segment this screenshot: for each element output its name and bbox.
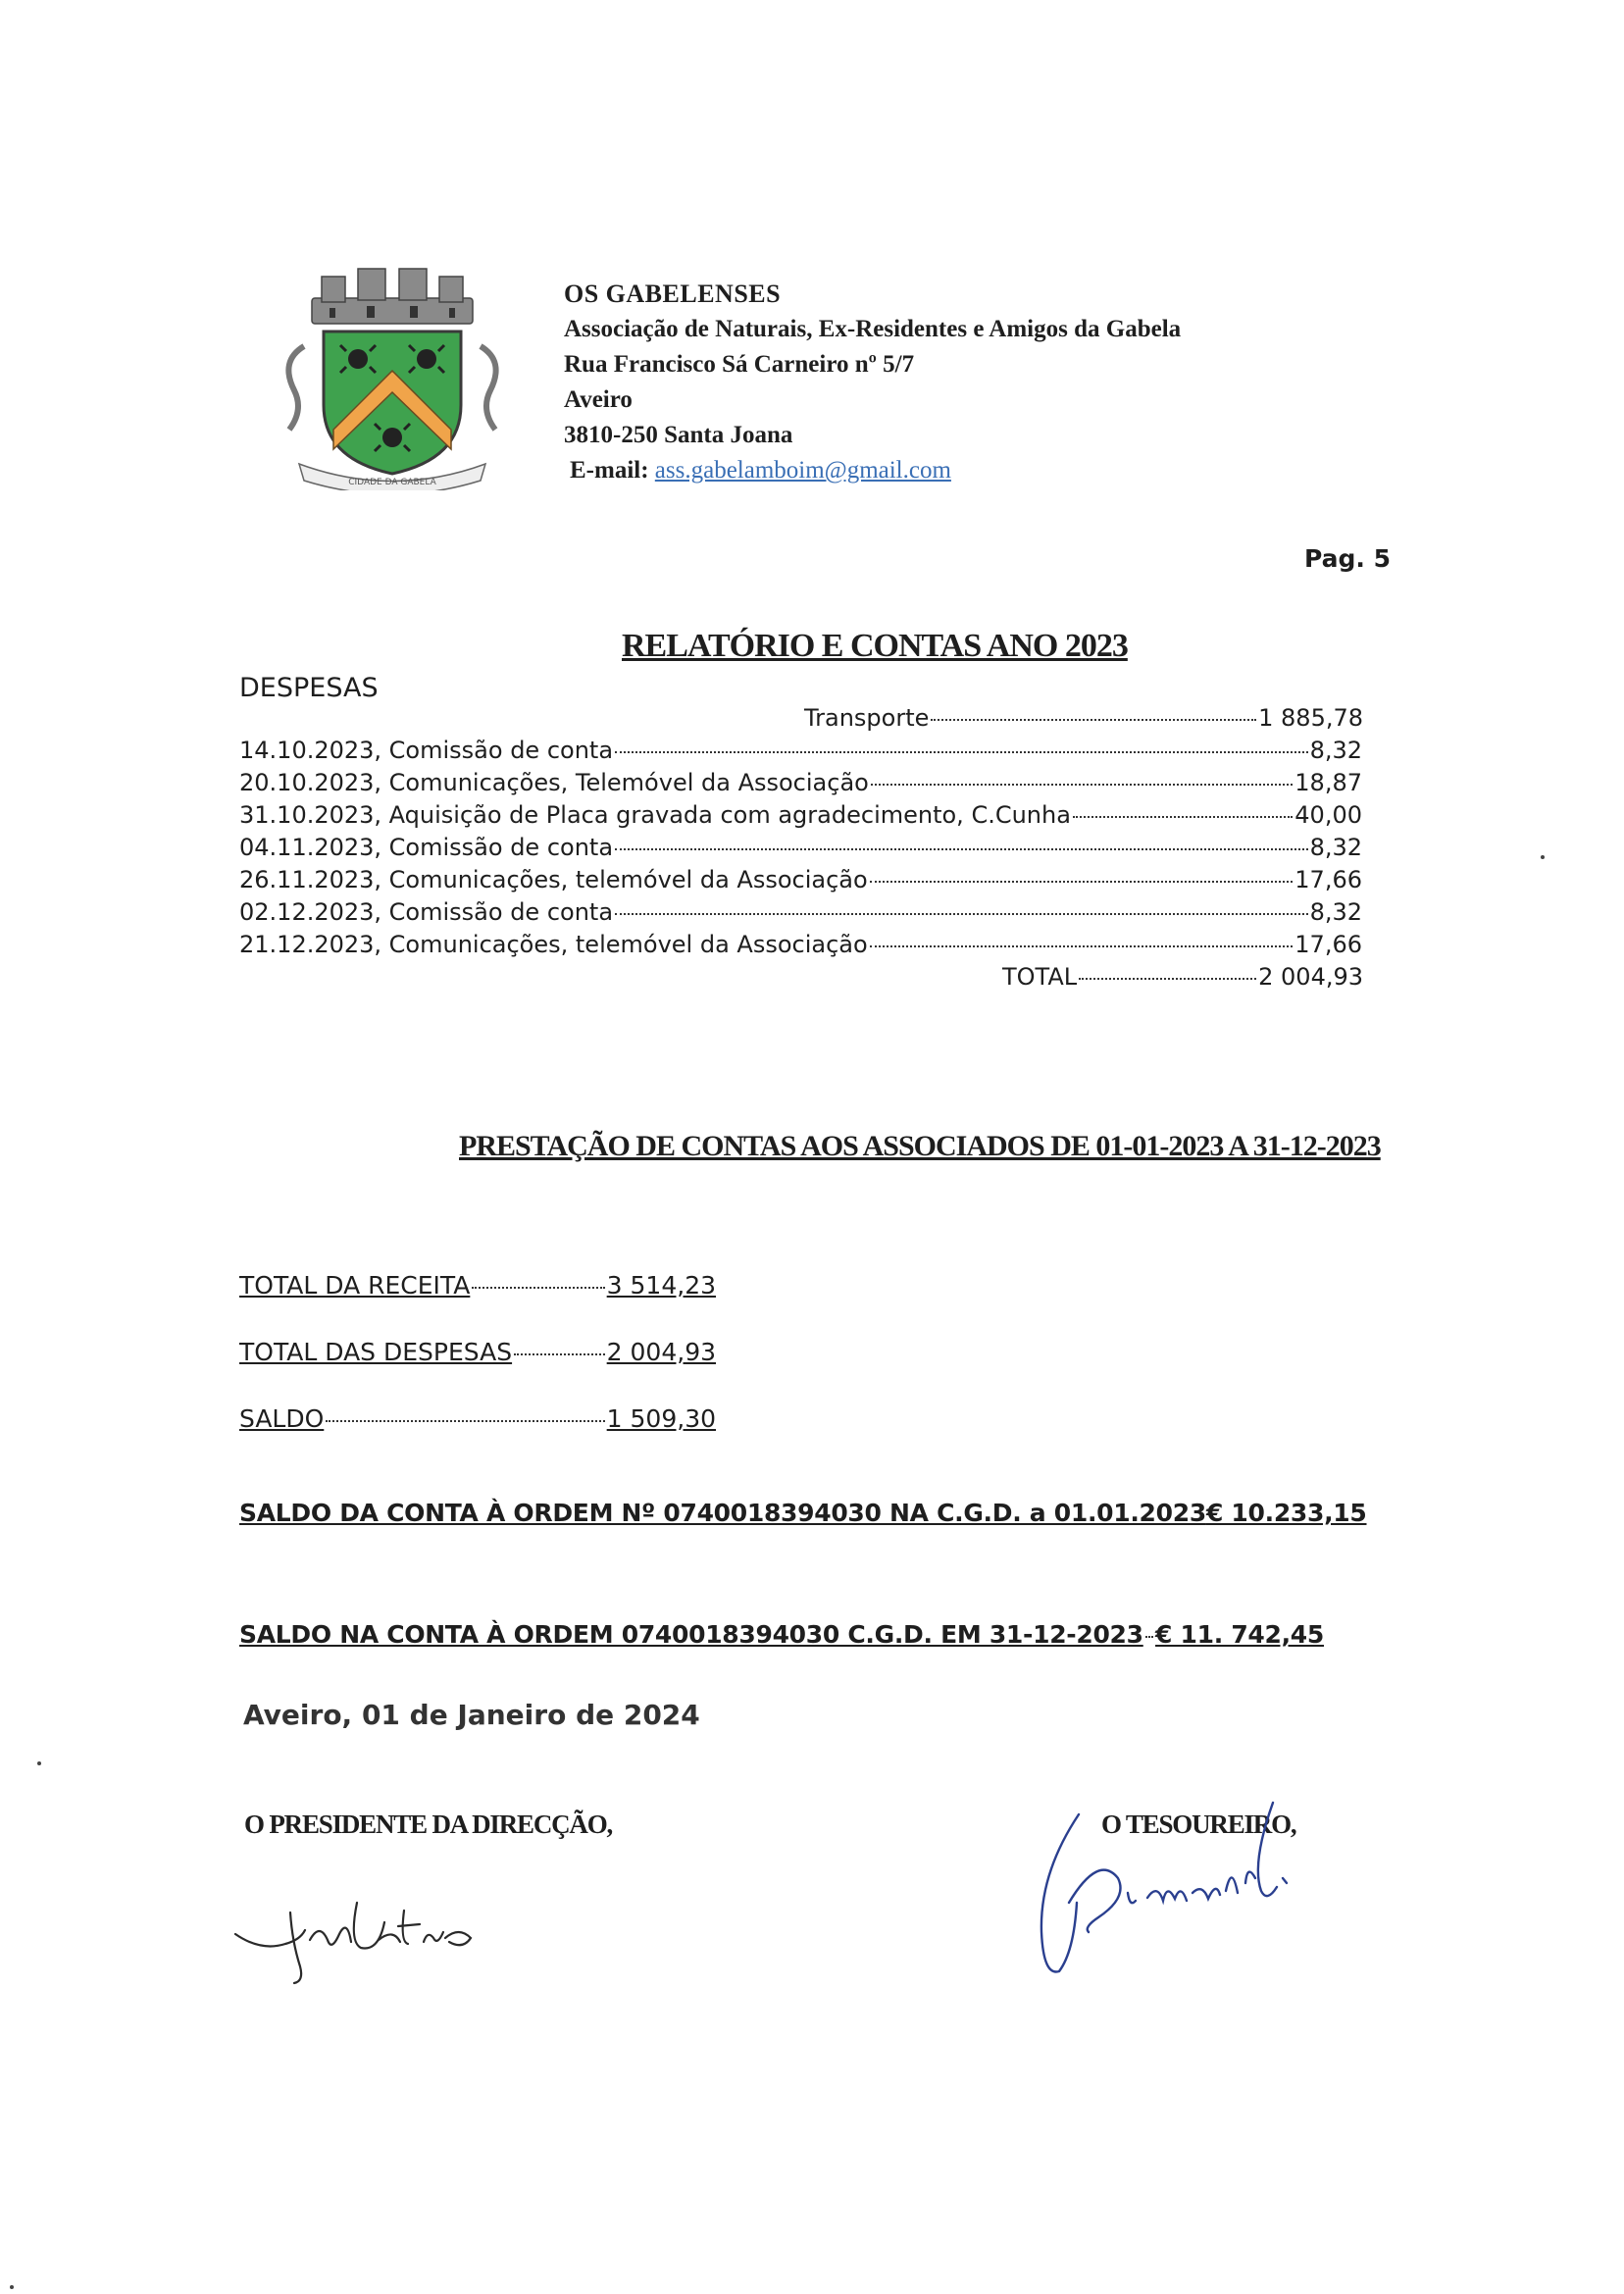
scan-speck xyxy=(1541,855,1545,859)
leader-dots xyxy=(1079,978,1256,980)
org-postal: 3810-250 Santa Joana xyxy=(564,422,793,448)
leader-dots xyxy=(871,784,1293,786)
expense-value: 18,87 xyxy=(1294,769,1362,796)
email-link[interactable]: ass.gabelamboim@gmail.com xyxy=(654,457,951,484)
summary-value: 3 514,23 xyxy=(606,1271,716,1300)
leader-dots xyxy=(472,1287,604,1289)
leader-dots xyxy=(870,881,1294,883)
leader-dots xyxy=(615,913,1308,915)
expense-label: 26.11.2023, Comunicações, telemóvel da Associação xyxy=(239,866,868,893)
expense-label: 14.10.2023, Comissão de conta xyxy=(239,737,614,764)
summary-saldo-row xyxy=(239,1404,716,1440)
total-label: TOTAL xyxy=(1002,963,1078,991)
summary-value: 2 004,93 xyxy=(606,1338,716,1366)
expense-label: 21.12.2023, Comunicações, telemóvel da Associação xyxy=(239,931,868,958)
org-address: Rua Francisco Sá Carneiro nº 5/7 xyxy=(564,351,915,378)
summary-despesas-row xyxy=(239,1338,716,1373)
opening-balance-label: SALDO DA CONTA À ORDEM Nº 0740018394030 NA C.G.D. a 01.01.2023 xyxy=(239,1499,1206,1527)
expense-label: 31.10.2023, Aquisição de Placa gravada com agradecimento, C.Cunha xyxy=(239,801,1071,829)
scan-speck xyxy=(37,1761,41,1765)
leader-dots xyxy=(1073,816,1293,818)
leader-dots xyxy=(870,945,1294,947)
org-email-line xyxy=(564,453,1181,488)
statement-title: PRESTAÇÃO DE CONTAS AOS ASSOCIADOS DE 01-01-2023 A 31-12-2023 xyxy=(459,1130,1381,1162)
leader-dots xyxy=(514,1353,605,1355)
leader-dots xyxy=(615,848,1308,850)
scan-speck xyxy=(10,2285,14,2289)
expense-value: 17,66 xyxy=(1294,931,1362,958)
email-label: E-mail: xyxy=(570,457,649,484)
leader-dots xyxy=(326,1420,604,1422)
organization-header xyxy=(564,277,1181,488)
total-value: 2 004,93 xyxy=(1258,963,1363,991)
transport-row xyxy=(804,704,1363,737)
expense-row xyxy=(239,866,1362,898)
coat-of-arms-logo xyxy=(265,263,520,490)
expenses-total-row xyxy=(1002,963,1363,995)
treasurer-title: O TESOUREIRO, xyxy=(1101,1810,1296,1839)
president-title: O PRESIDENTE DA DIRECÇÃO, xyxy=(244,1810,613,1839)
org-city: Aveiro xyxy=(564,386,633,413)
expense-label: 02.12.2023, Comissão de conta xyxy=(239,898,614,926)
expense-row xyxy=(239,737,1362,769)
summary-value: 1 509,30 xyxy=(606,1404,716,1433)
expense-row xyxy=(239,898,1362,931)
leader-dots xyxy=(1145,1636,1153,1638)
org-full-name: Associação de Naturais, Ex-Residentes e Amigos da Gabela xyxy=(564,316,1182,342)
expense-label: 04.11.2023, Comissão de conta xyxy=(239,834,614,861)
expense-value: 17,66 xyxy=(1294,866,1362,893)
report-title: RELATÓRIO E CONTAS ANO 2023 xyxy=(622,628,1128,664)
expense-row xyxy=(239,769,1362,801)
closing-balance-label: SALDO NA CONTA À ORDEM 0740018394030 C.G.D. EM 31-12-2023 xyxy=(239,1620,1143,1649)
summary-label: SALDO xyxy=(239,1404,325,1433)
transport-label: Transporte xyxy=(804,704,930,732)
summary-label: TOTAL DA RECEITA xyxy=(239,1271,471,1300)
expense-value: 8,32 xyxy=(1309,737,1362,764)
opening-balance-value: € 10.233,15 xyxy=(1205,1499,1367,1527)
closing-balance-value: € 11. 742,45 xyxy=(1155,1620,1324,1649)
summary-label: TOTAL DAS DESPESAS xyxy=(239,1338,513,1366)
leader-dots xyxy=(931,719,1256,721)
org-name: OS GABELENSES xyxy=(564,280,782,308)
expense-label: 20.10.2023, Comunicações, Telemóvel da Associação xyxy=(239,769,869,796)
expense-value: 8,32 xyxy=(1309,834,1362,861)
treasurer-signature xyxy=(1020,1785,1334,1991)
expense-row xyxy=(239,834,1362,866)
expense-value: 8,32 xyxy=(1309,898,1362,926)
summary-receita-row xyxy=(239,1271,716,1306)
expense-value: 40,00 xyxy=(1294,801,1362,829)
expense-row xyxy=(239,801,1362,834)
expenses-title: DESPESAS xyxy=(239,673,379,703)
svg-text:CIDADE DA GABELA: CIDADE DA GABELA xyxy=(348,478,436,487)
leader-dots xyxy=(615,751,1308,753)
expense-row xyxy=(239,931,1362,963)
page-number: Pag. 5 xyxy=(1304,544,1392,573)
place-date: Aveiro, 01 de Janeiro de 2024 xyxy=(243,1699,700,1731)
opening-balance-row xyxy=(239,1499,1367,1534)
president-signature xyxy=(231,1883,506,1991)
transport-value: 1 885,78 xyxy=(1258,704,1363,732)
closing-balance-row xyxy=(239,1620,1324,1656)
